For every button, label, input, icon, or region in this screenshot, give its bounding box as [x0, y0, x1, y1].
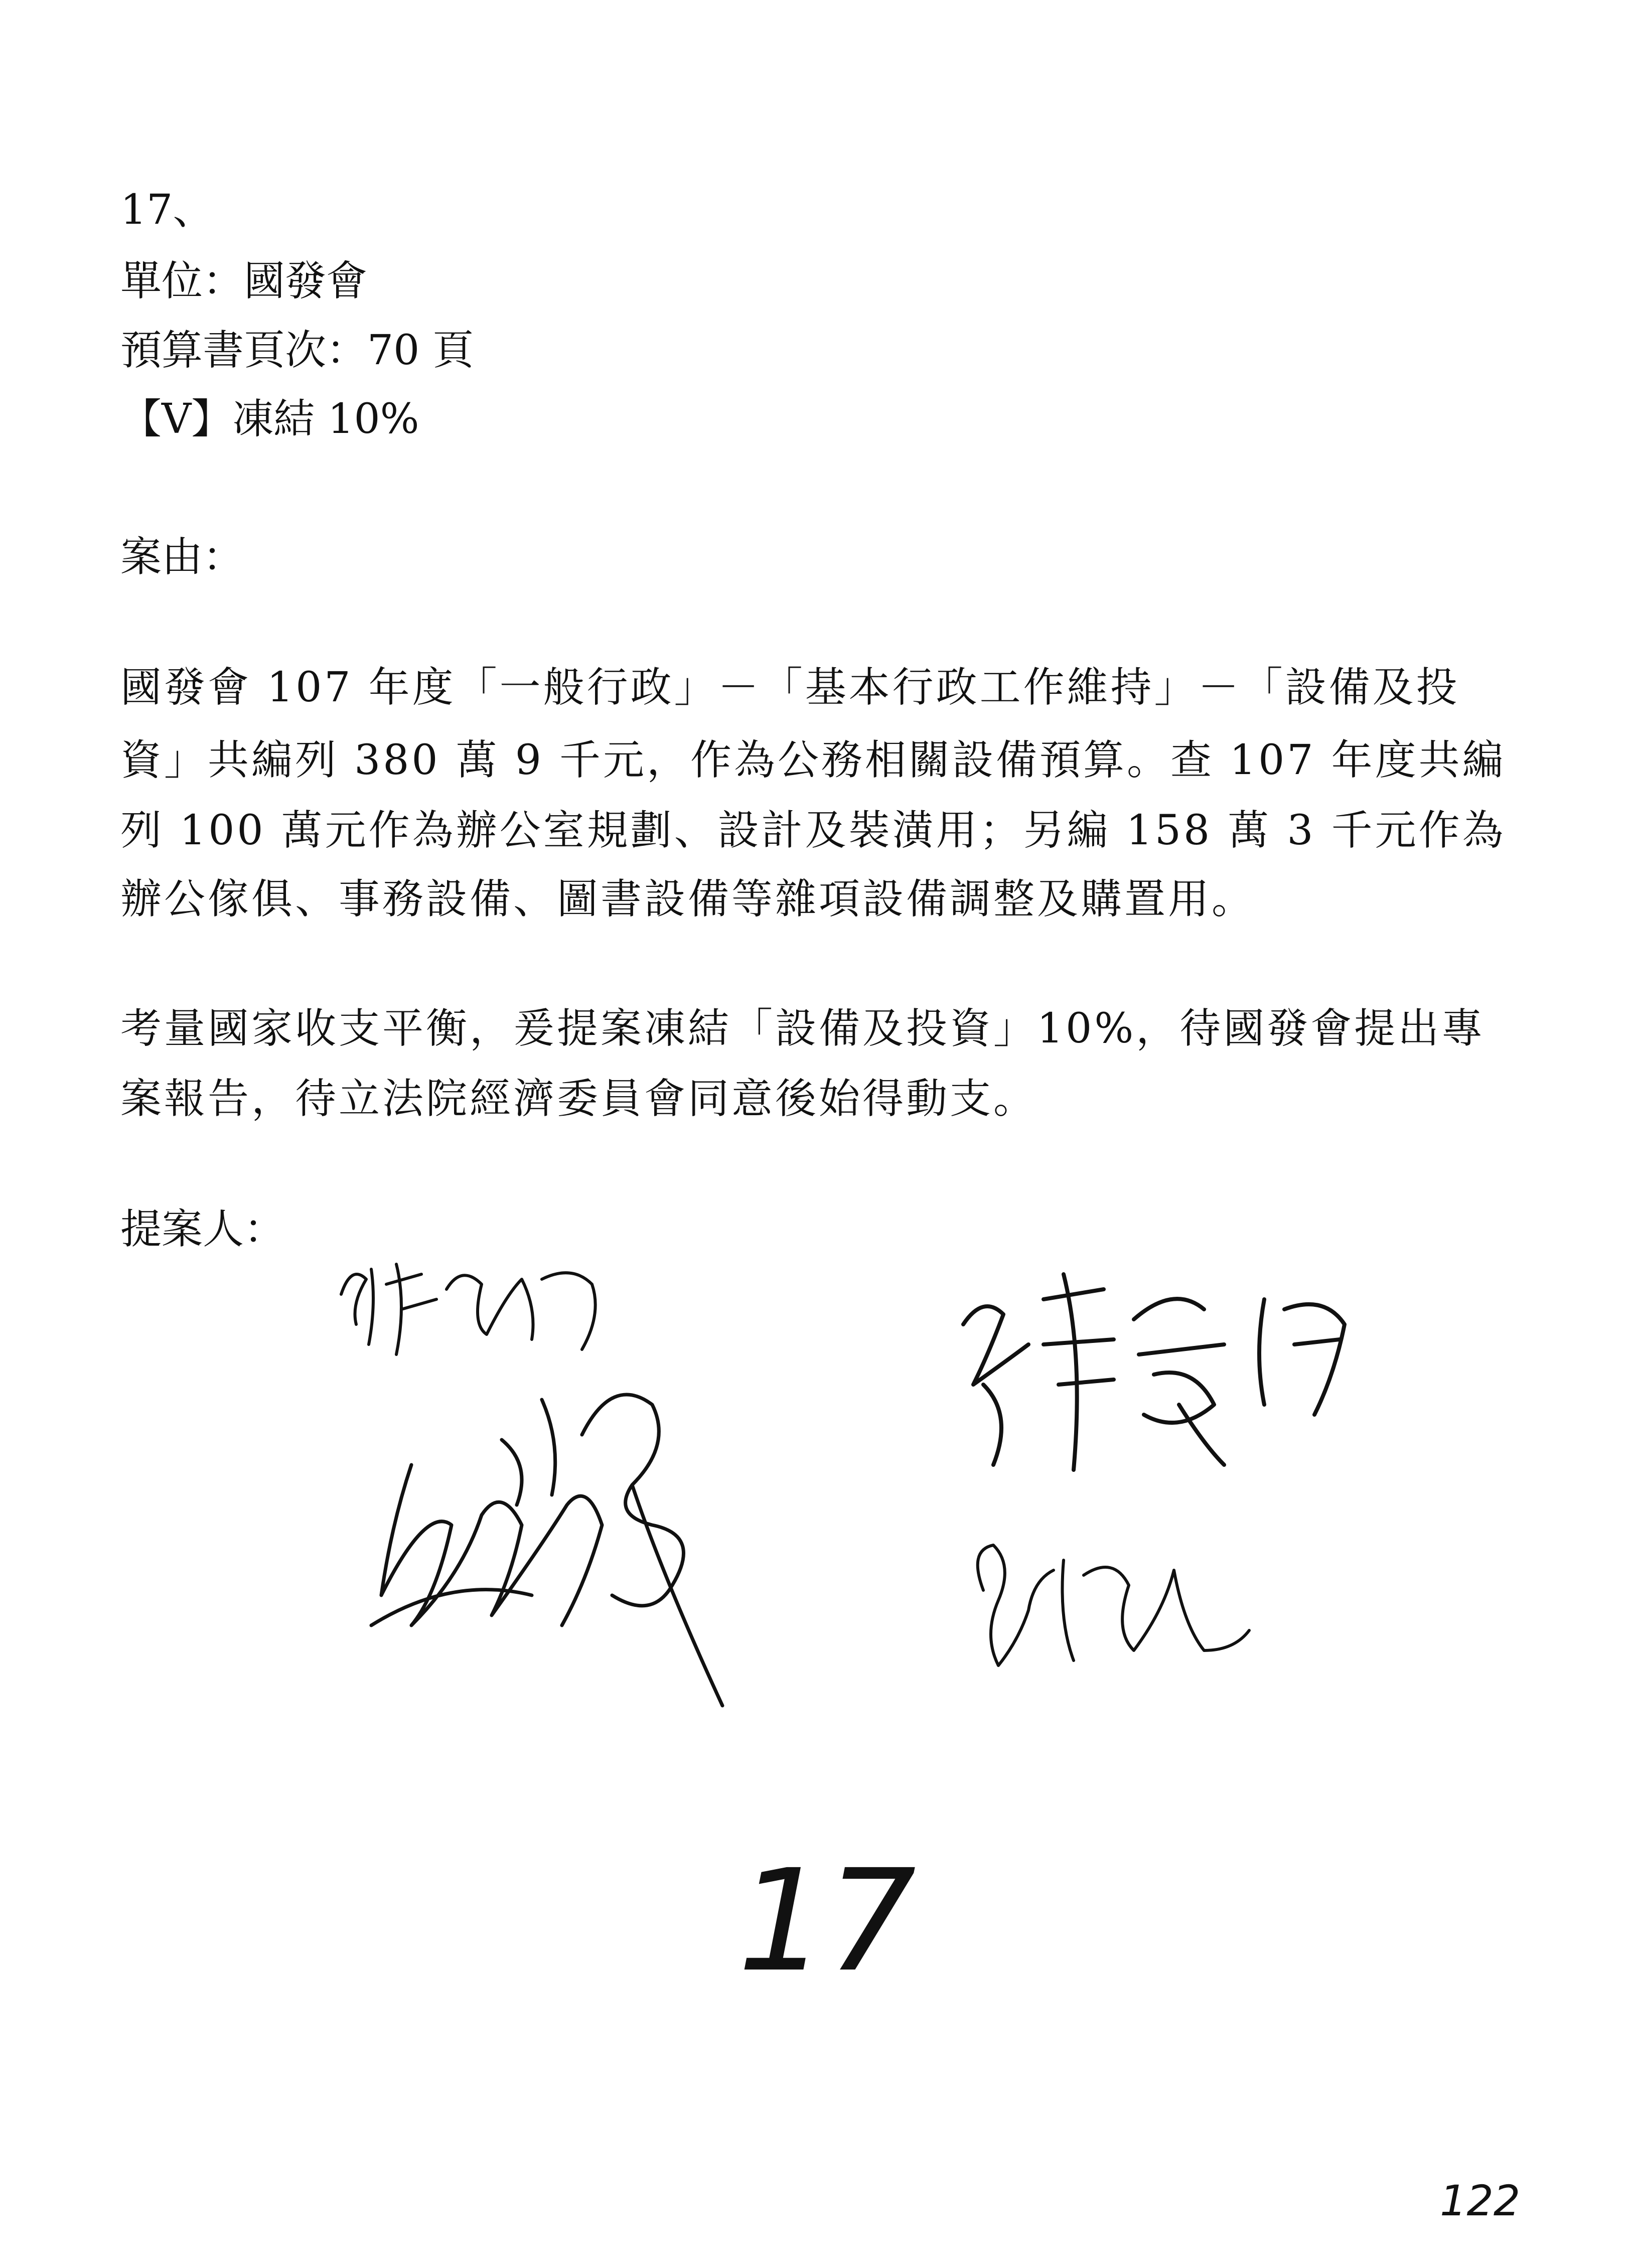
unit-line: 單位：國發會 [120, 257, 368, 305]
proposer-label: 提案人： [120, 1205, 285, 1253]
paragraph2-line: 案報告，待立法院經濟委員會同意後始得動支。 [120, 1075, 1037, 1123]
budget-page-line: 預算書頁次：70 頁 [120, 327, 474, 374]
paragraph1-line: 國發會 107 年度「一般行政」－「基本行政工作維持」－「設備及投 [120, 664, 1460, 711]
handwritten-number: 17 [737, 1840, 917, 2003]
paragraph2-line: 考量國家收支平衡，爰提案凍結「設備及投資」10%，待國發會提出專 [120, 1005, 1486, 1052]
page-number: 122 [1440, 2176, 1521, 2225]
item-number: 17、 [120, 186, 214, 234]
paragraph1-line: 辦公傢俱、事務設備、圖書設備等雜項設備調整及購置用。 [120, 875, 1256, 923]
signature-2 [351, 1314, 803, 1726]
paragraph1-line: 列 100 萬元作為辦公室規劃、設計及裝潢用；另編 158 萬 3 千元作為 [120, 807, 1506, 854]
signature-4 [953, 1500, 1264, 1701]
freeze-line: 【V】凍結 10% [120, 395, 419, 443]
signature-3 [943, 1254, 1395, 1505]
paragraph1-line: 資」共編列 380 萬 9 千元，作為公務相關設備預算。查 107 年度共編 [120, 736, 1506, 784]
reason-label: 案由： [120, 533, 244, 581]
